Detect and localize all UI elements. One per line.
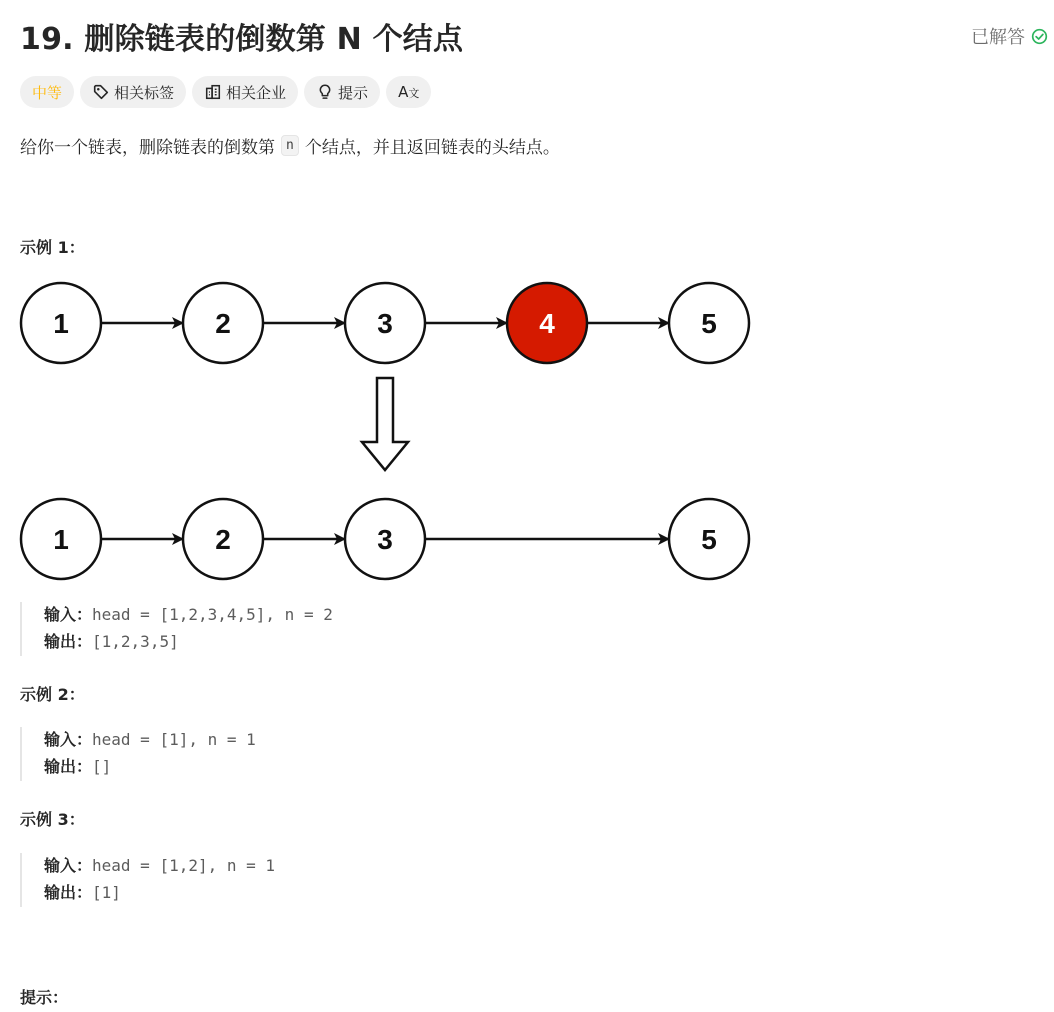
before-node-label: 2 <box>215 308 231 339</box>
tag-bar <box>20 76 431 108</box>
list-after-removal <box>21 499 749 579</box>
translate-icon-glyph: ⽂ <box>408 87 420 100</box>
before-node-label: 5 <box>701 308 717 339</box>
building-icon <box>204 83 222 101</box>
output-label: 输出： <box>44 632 93 651</box>
translate-tag-label: A <box>398 83 409 101</box>
input-label: 输入： <box>44 856 93 875</box>
output-value: [1,2,3,5] <box>92 632 179 651</box>
tag-icon <box>92 83 110 101</box>
transform-down-arrow <box>362 378 408 470</box>
example-1-input <box>44 602 333 629</box>
input-value: head = [1], n = 1 <box>92 730 256 749</box>
after-node-label: 2 <box>215 524 231 555</box>
translate-tag[interactable] <box>386 76 431 108</box>
before-node-label: 3 <box>377 308 393 339</box>
solved-status[interactable] <box>971 23 1048 49</box>
before-node-label: 4 <box>539 308 555 339</box>
before-node-label: 1 <box>53 308 69 339</box>
inline-code-n: n <box>281 135 299 156</box>
output-value: [] <box>92 757 112 776</box>
difficulty-tag[interactable]: 中等 <box>20 76 74 108</box>
output-value: [1] <box>92 883 121 902</box>
after-node-label: 3 <box>377 524 393 555</box>
input-value: head = [1,2,3,4,5], n = 2 <box>92 605 333 624</box>
description-text-2: 个结点，并且返回链表的头结点。 <box>304 138 560 158</box>
input-label: 输入： <box>44 730 93 749</box>
example-1-output <box>44 629 333 656</box>
topics-tag[interactable] <box>80 76 186 108</box>
title-row <box>20 14 1048 58</box>
output-label: 输出： <box>44 883 93 902</box>
lightbulb-icon <box>316 83 334 101</box>
hint-tag-label: 提示 <box>338 83 369 102</box>
example-1-block <box>20 602 333 656</box>
hint-tag[interactable] <box>304 76 380 108</box>
problem-description <box>20 133 560 158</box>
example-2-output <box>44 754 256 781</box>
after-node-label: 1 <box>53 524 69 555</box>
linked-list-diagram <box>18 278 756 584</box>
companies-tag[interactable] <box>192 76 298 108</box>
after-node-label: 5 <box>701 524 717 555</box>
list-before-removal <box>21 283 749 363</box>
output-label: 输出： <box>44 757 93 776</box>
input-value: head = [1,2], n = 1 <box>92 856 276 875</box>
check-circle-icon <box>1031 28 1048 45</box>
example-3-heading: 示例 3： <box>20 810 85 829</box>
example-3-input <box>44 853 275 880</box>
example-1-heading: 示例 1： <box>20 238 85 257</box>
solved-label: 已解答 <box>971 27 1025 48</box>
example-2-heading: 示例 2： <box>20 685 85 704</box>
description-text-1: 给你一个链表，删除链表的倒数第 <box>20 138 275 158</box>
hints-heading: 提示： <box>20 988 69 1007</box>
companies-tag-label: 相关企业 <box>226 83 287 102</box>
topics-tag-label: 相关标签 <box>114 83 175 102</box>
example-3-block <box>20 853 275 907</box>
translate-icon <box>398 83 419 101</box>
input-label: 输入： <box>44 605 93 624</box>
example-2-input <box>44 727 256 754</box>
problem-title: 19. 删除链表的倒数第 N 个结点 <box>20 22 464 57</box>
example-3-output <box>44 880 275 907</box>
example-2-block <box>20 727 256 781</box>
